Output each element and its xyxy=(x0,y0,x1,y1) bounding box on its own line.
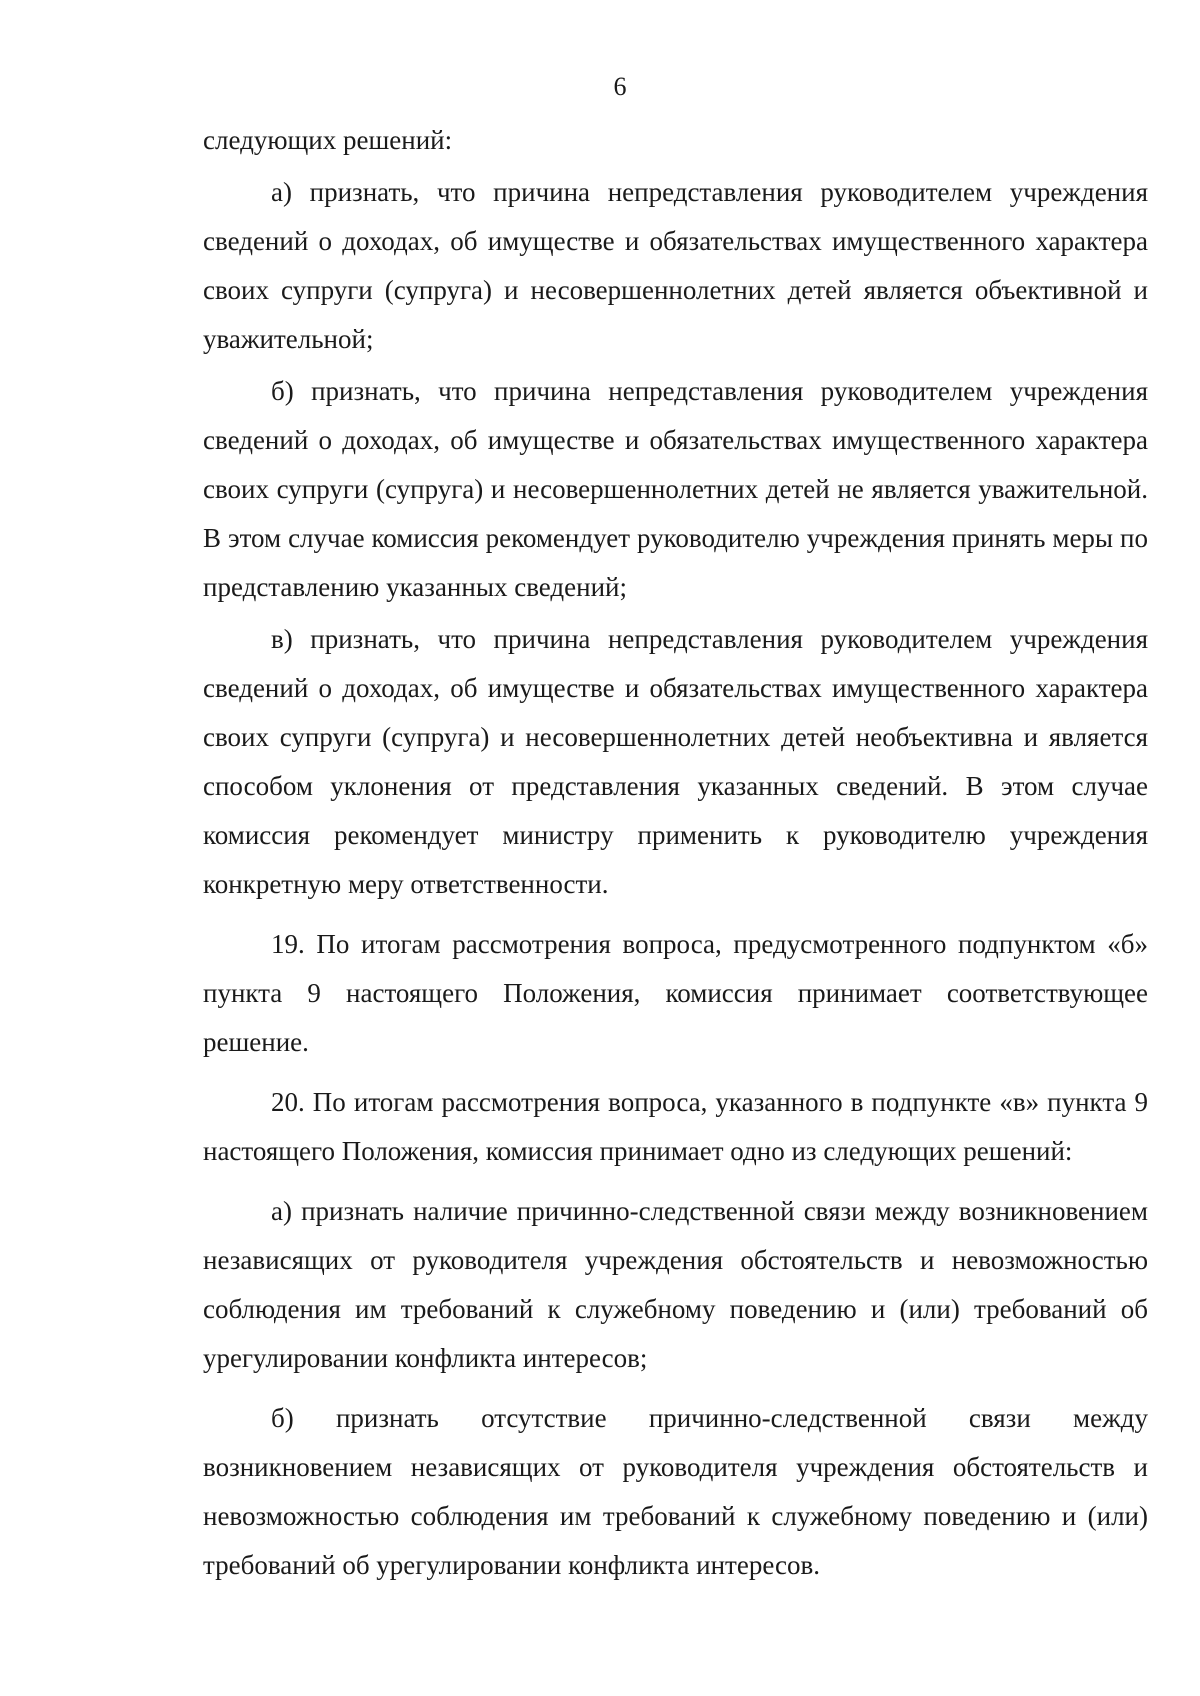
paragraph-item-v-evasion: в) признать, что причина непредставления руководителем учреждения сведений о доходах, об имуществе и обязательствах имущественного характера своих супруги (супруга) и несовершеннолетних детей необъективна и является способом уклонения от представления указанных сведений. В этом случае комиссия рекомендует министру применить к руководителю учреждения конкретную меру ответственности. xyxy=(203,624,1148,899)
paragraph-item-b-not-respectful: б) признать, что причина непредставления руководителем учреждения сведений о доходах, об имуществе и обязательствах имущественного характера своих супруги (супруга) и несовершеннолетних детей не является уважительной. В этом случае комиссия рекомендует руководителю учреждения принять меры по представлению указанных сведений; xyxy=(203,376,1148,602)
page-number: 6 xyxy=(613,72,627,101)
paragraph-clause-20: 20. По итогам рассмотрения вопроса, указанного в подпункте «в» пункта 9 настоящего Положения, комиссия принимает одно из следующих решений: xyxy=(203,1087,1148,1166)
paragraph-item-a-objective: а) признать, что причина непредставления руководителем учреждения сведений о доходах, об имуществе и обязательствах имущественного характера своих супруги (супруга) и несовершеннолетних детей является объективной и уважительной; xyxy=(203,177,1148,354)
document-body xyxy=(203,116,1148,1590)
paragraph-item-b-no-causal-link: б) признать отсутствие причинно-следственной связи между возникновением независящих от руководителя учреждения обстоятельств и невозможностью соблюдения им требований к служебному поведению и (или) требований об урегулировании конфликта интересов. xyxy=(203,1403,1148,1580)
paragraph-item-a-causal-link: а) признать наличие причинно-следственной связи между возникновением независящих от руководителя учреждения обстоятельств и невозможностью соблюдения им требований к служебному поведению и (или) требований об урегулировании конфликта интересов; xyxy=(203,1196,1148,1373)
paragraph-clause-19: 19. По итогам рассмотрения вопроса, предусмотренного подпунктом «б» пункта 9 настоящего Положения, комиссия принимает соответствующее решение. xyxy=(203,929,1148,1057)
paragraph-continuation: следующих решений: xyxy=(203,125,453,155)
